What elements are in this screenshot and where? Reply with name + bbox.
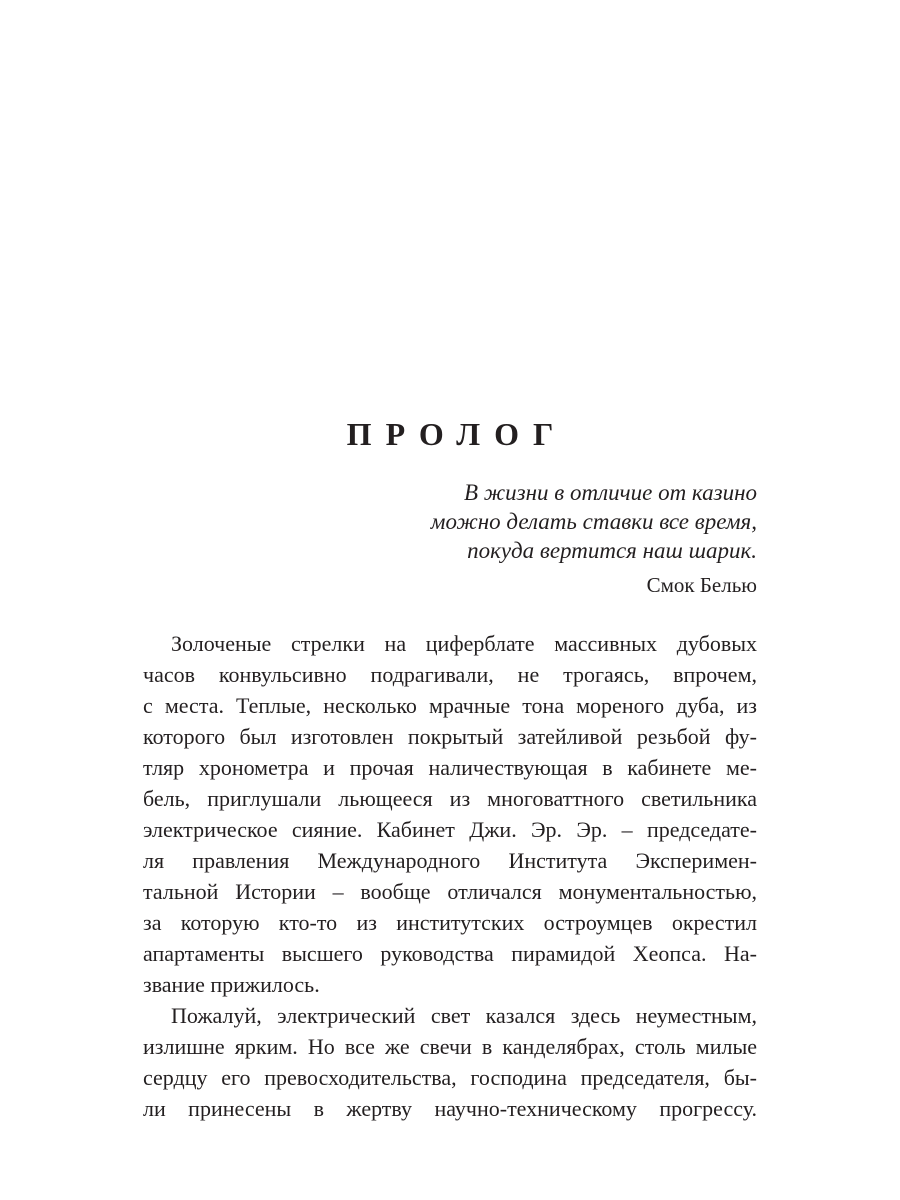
text-line: тальной Истории – вообще отличался монументальностью, bbox=[143, 879, 757, 904]
epigraph-line: В жизни в отличие от казино bbox=[463, 480, 757, 505]
text-line: звание прижилось. bbox=[143, 972, 320, 997]
text-line: апартаменты высшего руководства пирамидой Хеопса. На- bbox=[143, 941, 757, 966]
text-line: излишне ярким. Но все же свечи в канделябрах, столь милые bbox=[143, 1034, 757, 1059]
body-text bbox=[143, 628, 757, 1124]
text-line: с места. Теплые, несколько мрачные тона мореного дуба, из bbox=[143, 693, 757, 718]
epigraph-line: можно делать ставки все время, bbox=[430, 509, 757, 534]
text-line: тляр хронометра и прочая наличествующая в кабинете ме- bbox=[143, 755, 757, 780]
text-line: электрическое сияние. Кабинет Джи. Эр. Эр. – председате- bbox=[143, 817, 757, 842]
text-line: часов конвульсивно подрагивали, не трогаясь, впрочем, bbox=[143, 662, 757, 687]
text-line: Золоченые стрелки на циферблате массивных дубовых bbox=[171, 631, 757, 656]
epigraph-line: покуда вертится наш шарик. bbox=[467, 538, 757, 563]
text-line: за которую кто-то из институтских остроумцев окрестил bbox=[143, 910, 757, 935]
chapter-title: ПРОЛОГ bbox=[346, 416, 568, 452]
text-line: Пожалуй, электрический свет казался здесь неуместным, bbox=[171, 1003, 757, 1028]
epigraph bbox=[431, 478, 757, 600]
epigraph-author: Смок Белью bbox=[646, 573, 757, 597]
text-line: ли принесены в жертву научно-техническому прогрессу. bbox=[143, 1096, 757, 1121]
text-line: сердцу его превосходительства, господина председателя, бы- bbox=[143, 1065, 757, 1090]
text-line: которого был изготовлен покрытый затейливой резьбой фу- bbox=[143, 724, 757, 749]
text-line: бель, приглушали льющееся из многоваттного светильника bbox=[143, 786, 757, 811]
paragraph bbox=[143, 1000, 757, 1124]
text-line: ля правления Международного Института Эксперимен- bbox=[143, 848, 757, 873]
paragraph bbox=[143, 628, 757, 1000]
